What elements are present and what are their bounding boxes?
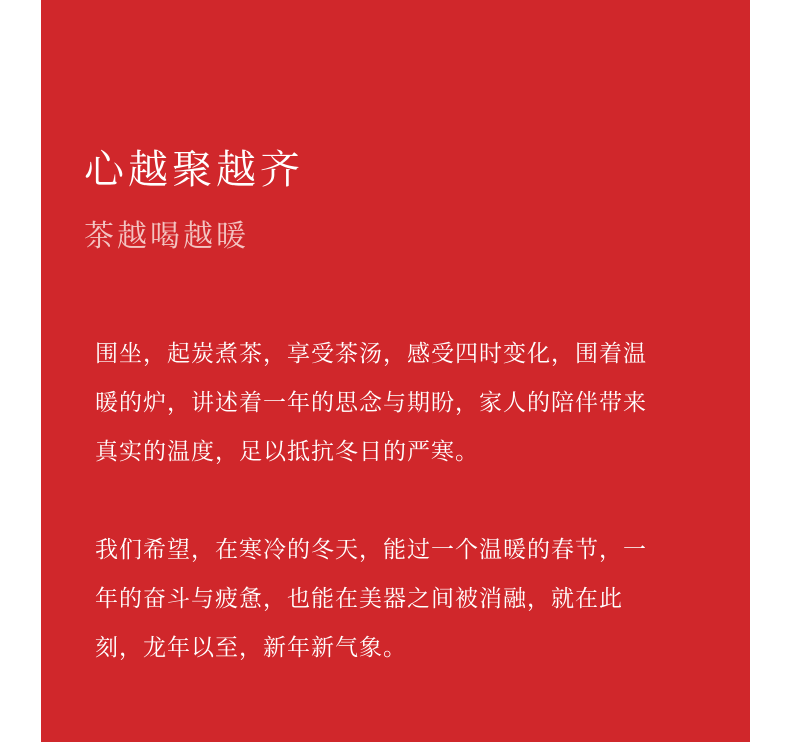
paragraph-1-line: 围坐，起炭煮茶，享受茶汤，感受四时变化，围着温 (95, 341, 647, 367)
paragraph-2-line: 年的奋斗与疲惫，也能在美器之间被消融，就在此 (95, 586, 623, 612)
article-subtitle: 茶越喝越暖 (84, 219, 249, 254)
paragraph-1-line: 暖的炉，讲述着一年的思念与期盼，家人的陪伴带来 (95, 390, 647, 416)
paragraph-2-line: 刻，龙年以至，新年新气象。 (95, 635, 407, 661)
red-content-panel (41, 0, 750, 742)
paragraph-1 (95, 330, 703, 477)
paragraph-1-line: 真实的温度，足以抵抗冬日的严寒。 (95, 439, 479, 465)
paragraph-2 (95, 526, 703, 673)
paragraph-2-line: 我们希望，在寒冷的冬天，能过一个温暖的春节，一 (95, 537, 647, 563)
article-title: 心越聚越齐 (84, 147, 304, 193)
